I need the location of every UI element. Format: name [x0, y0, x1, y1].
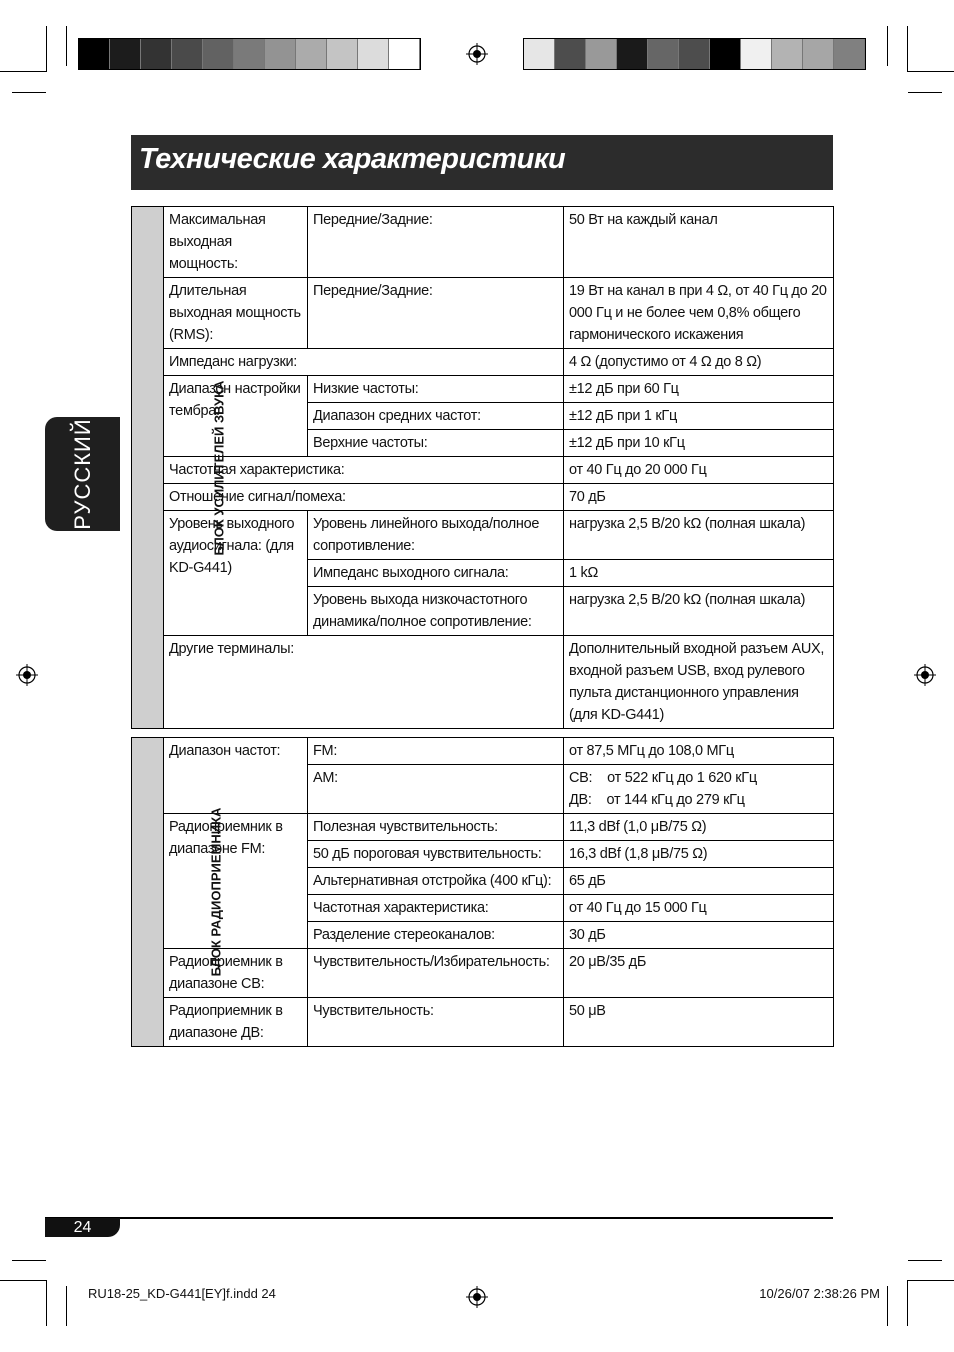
language-tab [45, 417, 120, 531]
color-swatch [234, 39, 265, 69]
section-label: БЛОК УСИЛИТЕЛЕЙ ЗВУКА [211, 380, 227, 555]
crop-mark [908, 71, 954, 72]
crop-mark [908, 1280, 954, 1281]
spec-sublabel: Диапазон средних частот: [308, 403, 564, 430]
spec-value: Дополнительный входной разъем AUX, входной разъем USB, вход рулевого пульта дистанционного управления (для KD-G441) [564, 636, 834, 729]
crop-mark [887, 1286, 888, 1326]
footer-filename: RU18-25_KD-G441[EY]f.indd 24 [88, 1286, 276, 1301]
spec-value: нагрузка 2,5 В/20 kΩ (полная шкала) [564, 511, 834, 560]
color-swatch [79, 39, 110, 69]
spec-label: Радиоприемник в диапазоне СВ: [164, 949, 308, 998]
spec-value: 19 Вт на канал в при 4 Ω, от 40 Гц до 20 000 Гц и не более чем 0,8% общего гармонического искажения [564, 278, 834, 349]
color-swatch [586, 39, 617, 69]
color-swatch [296, 39, 327, 69]
spec-value [564, 765, 834, 814]
color-swatch [265, 39, 296, 69]
spec-label: Максимальная выходная мощность: [164, 207, 308, 278]
color-swatch [741, 39, 772, 69]
spec-value: 50 μВ [564, 998, 834, 1047]
spec-sublabel: Уровень линейного выхода/полное сопротивление: [308, 511, 564, 560]
spec-value: 11,3 dBf (1,0 μВ/75 Ω) [564, 814, 834, 841]
table-row [132, 278, 834, 349]
color-swatch [389, 39, 420, 69]
spec-sublabel: Низкие частоты: [308, 376, 564, 403]
bottom-rule [45, 1217, 833, 1219]
table-row [132, 376, 834, 403]
spec-sublabel: Частотная характеристика: [308, 895, 564, 922]
color-calibration-strip-left [78, 38, 421, 70]
spec-value: 30 дБ [564, 922, 834, 949]
spec-sublabel: AM: [308, 765, 564, 814]
language-tab-label: РУССКИЙ [69, 418, 95, 530]
spec-sublabel: Чувствительность/Избирательность: [308, 949, 564, 998]
spec-value: 4 Ω (допустимо от 4 Ω до 8 Ω) [564, 349, 834, 376]
crop-mark [12, 92, 46, 93]
color-swatch [203, 39, 234, 69]
spec-value: 1 kΩ [564, 560, 834, 587]
registration-mark-icon [16, 664, 38, 686]
spec-value: от 40 Гц до 20 000 Гц [564, 457, 834, 484]
color-calibration-strip-right [523, 38, 866, 70]
spec-value: от 40 Гц до 15 000 Гц [564, 895, 834, 922]
table-row [132, 738, 834, 765]
crop-mark [0, 1280, 46, 1281]
registration-mark-icon [914, 664, 936, 686]
crop-mark [907, 1280, 908, 1326]
spec-label: Частотная характеристика: [164, 457, 564, 484]
table-row [132, 207, 834, 278]
spec-sublabel: Альтернативная отстройка (400 кГц): [308, 868, 564, 895]
spec-sublabel: Передние/Задние: [308, 278, 564, 349]
spec-value: 65 дБ [564, 868, 834, 895]
tuner-spec-table [131, 737, 834, 1047]
spec-sublabel: 50 дБ пороговая чувствительность: [308, 841, 564, 868]
spec-value: ±12 дБ при 60 Гц [564, 376, 834, 403]
crop-mark [66, 26, 67, 66]
color-swatch [524, 39, 555, 69]
color-swatch [172, 39, 203, 69]
title-bar [131, 135, 833, 190]
spec-value: нагрузка 2,5 В/20 kΩ (полная шкала) [564, 587, 834, 636]
section-label: БЛОК РАДИОПРИЕМНИКА [208, 807, 224, 977]
table-row [132, 349, 834, 376]
color-swatch [803, 39, 834, 69]
color-swatch [710, 39, 741, 69]
spec-label: Диапазон настройки тембра: [164, 376, 308, 457]
spec-label: Радиоприемник в диапазоне FM: [164, 814, 308, 949]
color-swatch [358, 39, 389, 69]
spec-label: Длительная выходная мощность (RMS): [164, 278, 308, 349]
table-row [132, 998, 834, 1047]
spec-value: ±12 дБ при 10 кГц [564, 430, 834, 457]
amplifier-spec-table [131, 206, 834, 729]
crop-mark [66, 1286, 67, 1326]
section-label-cell [132, 738, 224, 1047]
spec-label: Импеданс нагрузки: [164, 349, 564, 376]
color-swatch [327, 39, 358, 69]
color-swatch [110, 39, 141, 69]
crop-mark [907, 26, 908, 72]
spec-sublabel: FM: [308, 738, 564, 765]
table-row [132, 511, 834, 560]
crop-mark [908, 1260, 942, 1261]
color-swatch [648, 39, 679, 69]
spec-sublabel: Чувствительность: [308, 998, 564, 1047]
spec-sublabel: Верхние частоты: [308, 430, 564, 457]
color-swatch [617, 39, 648, 69]
spec-value-line: СВ: от 522 кГц до 1 620 кГц [569, 770, 757, 786]
spec-sublabel: Импеданс выходного сигнала: [308, 560, 564, 587]
spec-value: 50 Вт на каждый канал [564, 207, 834, 278]
table-row [132, 949, 834, 998]
spec-label: Другие терминалы: [164, 636, 564, 729]
crop-mark [908, 92, 942, 93]
color-swatch [834, 39, 865, 69]
crop-mark [12, 1260, 46, 1261]
table-row [132, 484, 834, 511]
spec-value: ±12 дБ при 1 кГц [564, 403, 834, 430]
spec-value-line: ДВ: от 144 кГц до 279 кГц [569, 792, 745, 808]
crop-mark [46, 26, 47, 72]
crop-mark [0, 71, 46, 72]
registration-mark-icon [466, 1286, 488, 1308]
crop-mark [887, 26, 888, 66]
spec-label: Уровень выходного аудиосигнала: (для KD-G441) [164, 511, 308, 636]
spec-sublabel: Разделение стереоканалов: [308, 922, 564, 949]
spec-label: Отношение сигнал/помеха: [164, 484, 564, 511]
spec-value: 70 дБ [564, 484, 834, 511]
color-swatch [772, 39, 803, 69]
spec-value: 20 μВ/35 дБ [564, 949, 834, 998]
spec-sublabel: Передние/Задние: [308, 207, 564, 278]
spec-sublabel: Уровень выхода низкочастотного динамика/полное сопротивление: [308, 587, 564, 636]
color-swatch [141, 39, 172, 69]
color-swatch [679, 39, 710, 69]
crop-mark [46, 1280, 47, 1326]
spec-value: от 87,5 МГц до 108,0 МГц [564, 738, 834, 765]
spec-value: 16,3 dBf (1,8 μВ/75 Ω) [564, 841, 834, 868]
table-row [132, 636, 834, 729]
registration-mark-icon [466, 43, 488, 65]
color-swatch [555, 39, 586, 69]
spec-sublabel: Полезная чувствительность: [308, 814, 564, 841]
page-number: 24 [45, 1218, 120, 1237]
table-row [132, 814, 834, 841]
spec-label: Диапазон частот: [164, 738, 308, 814]
footer-timestamp: 10/26/07 2:38:26 PM [759, 1286, 880, 1301]
spec-label: Радиоприемник в диапазоне ДВ: [164, 998, 308, 1047]
table-row [132, 457, 834, 484]
page-title: Технические характеристики [139, 143, 566, 175]
